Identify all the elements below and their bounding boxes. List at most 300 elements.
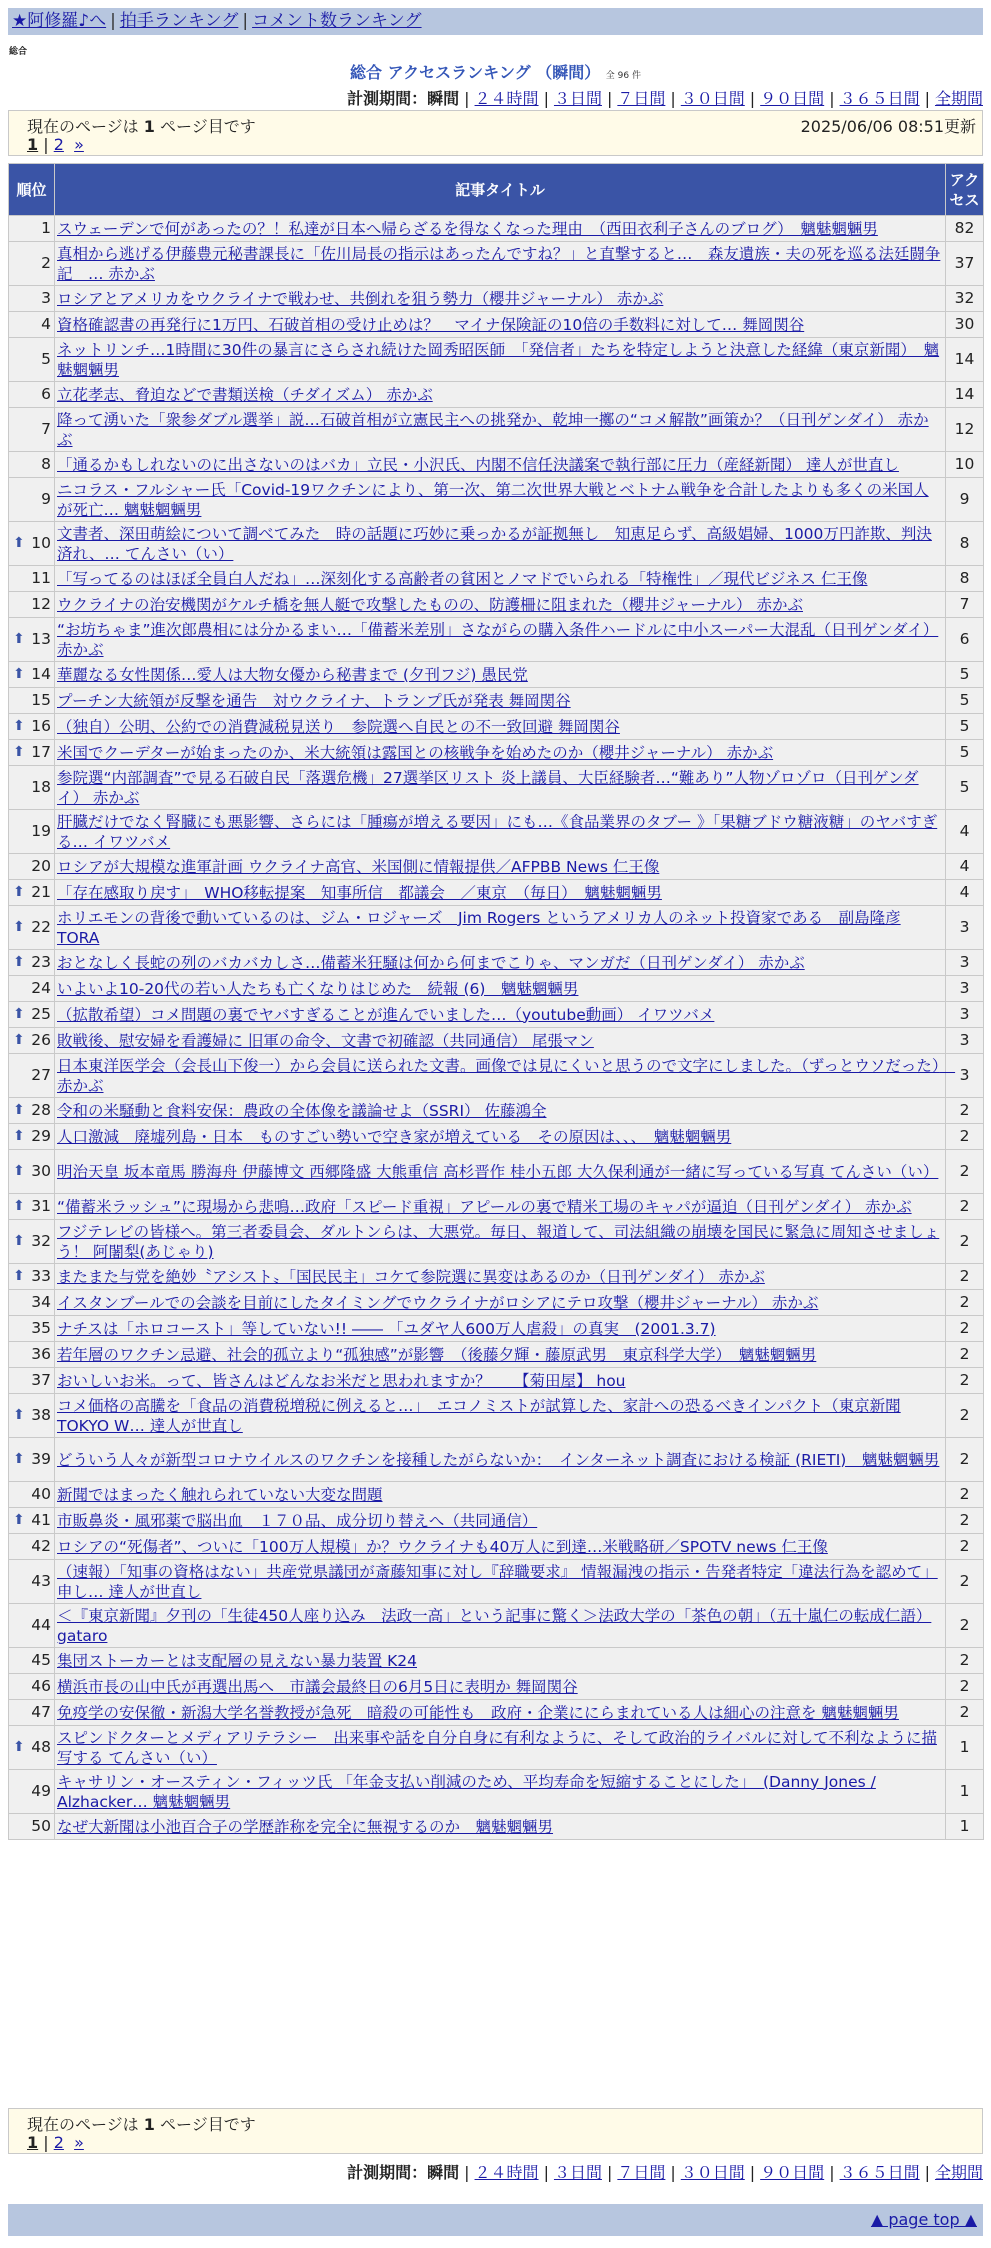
page-title-text: 総合 アクセスランキング （瞬間） bbox=[350, 63, 601, 82]
title-cell bbox=[55, 1482, 946, 1508]
rank-number: 46 bbox=[31, 1677, 51, 1695]
page-info-top bbox=[8, 110, 983, 156]
table-row bbox=[9, 714, 984, 740]
period-separator: | bbox=[924, 2163, 930, 2182]
period-option-1[interactable]: ３日間 bbox=[553, 89, 602, 108]
article-link[interactable]: 参院選“内部調査”で見る石破自民「落選危機」27選挙区リスト 炎上議員、大臣経験者…“難あり”人物ゾロゾロ（日刊ゲンダイ） 赤かぶ bbox=[57, 768, 919, 807]
pager-current-page: 1 bbox=[27, 2133, 39, 2152]
title-header: 記事タイトル bbox=[55, 164, 946, 216]
rank-cell bbox=[9, 1150, 55, 1194]
rank-up-arrow-icon: ⬆ bbox=[13, 1163, 25, 1179]
table-row bbox=[9, 1098, 984, 1124]
section-label: 総合 bbox=[9, 47, 28, 57]
article-link[interactable]: ロシアが大規模な進軍計画 ウクライナ高官、米国側に情報提供／AFPBB News 仁王像 bbox=[57, 857, 660, 876]
access-count: 4 bbox=[946, 854, 984, 880]
title-cell bbox=[55, 566, 946, 592]
article-link[interactable]: イスタンブールでの会談を目前にしたタイミングでウクライナがロシアにテロ攻撃（櫻井ジャーナル） 赤かぶ bbox=[57, 1293, 819, 1312]
article-link[interactable]: 米国でクーデターが始まったのか、米大統領は露国との核戦争を始めたのか（櫻井ジャーナル） 赤かぶ bbox=[57, 743, 774, 762]
table-row bbox=[9, 618, 984, 662]
pager-next-arrow[interactable]: » bbox=[74, 2133, 84, 2152]
pager-page-2[interactable]: 2 bbox=[53, 135, 64, 154]
access-count: 14 bbox=[946, 338, 984, 382]
rank-up-arrow-icon: ⬆ bbox=[13, 1233, 25, 1249]
rank-number: 12 bbox=[31, 595, 51, 613]
rank-up-arrow-icon: ⬆ bbox=[13, 1407, 25, 1423]
period-separator: | bbox=[464, 89, 470, 108]
article-link[interactable]: 立花孝志、脅迫などで書類送検（チダイズム） 赤かぶ bbox=[57, 385, 433, 404]
rank-cell bbox=[9, 662, 55, 688]
table-row bbox=[9, 408, 984, 452]
table-row bbox=[9, 1648, 984, 1674]
rank-cell bbox=[9, 766, 55, 810]
rank-cell bbox=[9, 1028, 55, 1054]
rank-cell bbox=[9, 522, 55, 566]
title-cell bbox=[55, 1438, 946, 1482]
table-row bbox=[9, 522, 984, 566]
title-cell bbox=[55, 976, 946, 1002]
article-link[interactable]: おとなしく長蛇の列のバカバカしさ…備蓄米狂騒は何から何までこりゃ、マンガだ（日刊ゲンダイ） 赤かぶ bbox=[57, 953, 805, 972]
period-option-0[interactable]: ２４時間 bbox=[474, 2163, 539, 2182]
access-header: アクセス bbox=[946, 164, 984, 216]
rank-number: 49 bbox=[31, 1782, 51, 1800]
period-separator: | bbox=[606, 89, 613, 108]
article-link[interactable]: 横浜市長の山中氏が再選出馬へ 市議会最終日の6月5日に表明か 舞岡関谷 bbox=[57, 1677, 578, 1696]
top-nav-bar bbox=[8, 8, 983, 35]
table-row bbox=[9, 1508, 984, 1534]
title-cell bbox=[55, 662, 946, 688]
rank-number: 7 bbox=[41, 420, 51, 438]
article-link[interactable]: 集団ストーカーとは支配層の見えない暴力装置 K24 bbox=[57, 1651, 418, 1670]
rank-cell bbox=[9, 382, 55, 408]
home-link[interactable]: ★阿修羅♪へ bbox=[12, 11, 107, 31]
rank-up-arrow-icon: ⬆ bbox=[13, 884, 25, 900]
table-row bbox=[9, 1342, 984, 1368]
title-cell bbox=[55, 408, 946, 452]
access-count: 2 bbox=[946, 1342, 984, 1368]
article-link[interactable]: 人口激減 廃墟列島・日本 ものすごい勢いで空き家が増えている その原因は、、、 魑魅魍魎男 bbox=[57, 1127, 732, 1146]
period-option-4[interactable]: ９０日間 bbox=[760, 89, 825, 108]
title-cell bbox=[55, 714, 946, 740]
rank-cell bbox=[9, 906, 55, 950]
table-row bbox=[9, 662, 984, 688]
rank-cell bbox=[9, 1814, 55, 1840]
period-separator: | bbox=[829, 89, 835, 108]
article-link[interactable]: スピンドクターとメディアリテラシー 出来事や話を自分自身に有利なように、そして政治的ライバルに対して不利なように描写する てんさい（い） bbox=[57, 1728, 937, 1767]
rank-cell bbox=[9, 1560, 55, 1604]
table-row bbox=[9, 1002, 984, 1028]
rank-cell bbox=[9, 566, 55, 592]
rank-up-arrow-icon: ⬆ bbox=[13, 1512, 25, 1528]
title-cell bbox=[55, 1054, 956, 1098]
rank-number: 37 bbox=[31, 1371, 51, 1389]
article-link[interactable]: “備蓄米ラッシュ”に現場から悲鳴…政府「スピード重視」アピールの裏で精米工場のキャパが逼迫（日刊ゲンダイ） 赤かぶ bbox=[57, 1197, 912, 1216]
rank-cell bbox=[9, 216, 55, 242]
article-link[interactable]: ロシアとアメリカをウクライナで戦わせ、共倒れを狙う勢力（櫻井ジャーナル） 赤かぶ bbox=[57, 289, 664, 308]
rank-cell bbox=[9, 1220, 55, 1264]
title-cell bbox=[55, 810, 946, 854]
period-separator: | bbox=[543, 89, 549, 108]
article-link[interactable]: またまた与党を絶妙〝アシスト〟「国民民主」コケて参院選に異変はあるのか（日刊ゲンダイ） 赤かぶ bbox=[57, 1267, 765, 1286]
rank-cell bbox=[9, 1194, 55, 1220]
period-option-2[interactable]: ７日間 bbox=[617, 2163, 666, 2182]
title-cell bbox=[55, 1726, 946, 1770]
access-count: 8 bbox=[946, 566, 984, 592]
period-separator: | bbox=[749, 2163, 756, 2182]
article-link[interactable]: ネットリンチ…1時間に30件の暴言にさらされ続けた岡秀昭医師 「発信者」たちを特定しようと決意した経緯（東京新聞） 魑魅魍魎男 bbox=[57, 340, 940, 379]
article-link[interactable]: 「通るかもしれないのに出さないのはバカ」立民・小沢氏、内閣不信任決議案で執行部に圧力（産経新聞） 達人が世直し bbox=[57, 455, 899, 474]
rank-number: 48 bbox=[31, 1738, 51, 1756]
nav-separator: | bbox=[242, 11, 249, 31]
rank-cell bbox=[9, 312, 55, 338]
rank-cell bbox=[9, 1604, 55, 1648]
period-separator: | bbox=[749, 89, 756, 108]
access-count: 5 bbox=[946, 740, 984, 766]
table-row bbox=[9, 906, 984, 950]
article-link[interactable]: いよいよ10-20代の若い人たちも亡くなりはじめた 続報 (6) 魑魅魍魎男 bbox=[57, 979, 579, 998]
rank-cell bbox=[9, 854, 55, 880]
access-count: 2 bbox=[946, 1150, 984, 1194]
access-count: 8 bbox=[946, 522, 984, 566]
rank-cell bbox=[9, 478, 55, 522]
access-count: 2 bbox=[946, 1264, 984, 1290]
rank-number: 43 bbox=[31, 1572, 51, 1590]
period-option-3[interactable]: ３０日間 bbox=[680, 2163, 745, 2182]
article-link[interactable]: 免疫学の安保徹・新潟大学名誉教授が急死 暗殺の可能性も 政府・企業ににらまれている人は細心の注意を 魑魅魍魎男 bbox=[57, 1703, 899, 1722]
table-row bbox=[9, 1316, 984, 1342]
period-option-4[interactable]: ９０日間 bbox=[760, 2163, 825, 2182]
access-count: 2 bbox=[946, 1394, 984, 1438]
table-row bbox=[9, 1194, 984, 1220]
access-count: 5 bbox=[946, 714, 984, 740]
title-cell bbox=[55, 1674, 946, 1700]
rank-cell bbox=[9, 1002, 55, 1028]
table-row bbox=[9, 592, 984, 618]
article-link[interactable]: 文書者、深田萌絵について調べてみた 時の話題に巧妙に乗っかるが証拠無し 知恵足らず、高級娼婦、1000万円詐欺、判決済れ、… てんさい（い） bbox=[57, 524, 932, 563]
period-current: 瞬間 bbox=[427, 89, 460, 108]
total-count: 全 96 件 bbox=[605, 71, 641, 81]
title-cell bbox=[55, 740, 946, 766]
table-row bbox=[9, 338, 984, 382]
table-row bbox=[9, 688, 984, 714]
access-count: 2 bbox=[946, 1368, 984, 1394]
access-count: 12 bbox=[946, 408, 984, 452]
rank-number: 41 bbox=[31, 1511, 51, 1529]
rank-number: 19 bbox=[31, 822, 51, 840]
article-link[interactable]: コメ価格の高騰を「食品の消費税増税に例えると…」 エコノミストが試算した、家計への恐るべきインパクト（東京新聞TOKYO W… 達人が世直し bbox=[57, 1396, 901, 1435]
rank-up-arrow-icon: ⬆ bbox=[13, 1102, 25, 1118]
period-separator: | bbox=[670, 2163, 676, 2182]
access-count: 1 bbox=[946, 1726, 984, 1770]
rank-cell bbox=[9, 688, 55, 714]
access-count: 3 bbox=[946, 950, 984, 976]
title-cell bbox=[55, 688, 946, 714]
title-cell bbox=[55, 382, 946, 408]
rank-up-arrow-icon: ⬆ bbox=[13, 1268, 25, 1284]
rank-cell bbox=[9, 1394, 55, 1438]
rank-number: 28 bbox=[31, 1101, 51, 1119]
title-cell bbox=[55, 1290, 946, 1316]
rank-number: 8 bbox=[41, 455, 51, 473]
access-count: 2 bbox=[946, 1674, 984, 1700]
title-cell bbox=[55, 1150, 946, 1194]
rank-cell bbox=[9, 714, 55, 740]
title-cell bbox=[55, 1098, 946, 1124]
table-row bbox=[9, 1368, 984, 1394]
rank-number: 42 bbox=[31, 1537, 51, 1555]
rank-number: 6 bbox=[41, 385, 51, 403]
title-cell bbox=[55, 1700, 946, 1726]
article-link[interactable]: “お坊ちゃま”進次郎農相には分かるまい…「備蓄米差別」さながらの購入条件ハードルに中小スーパー大混乱（日刊ゲンダイ） 赤かぶ bbox=[57, 620, 939, 659]
article-link[interactable]: 日本東洋医学会（会長山下俊一）から会員に送られた文書。画像では見にくいと思うので文字にしました。（ずっとウソだった） 赤かぶ bbox=[57, 1056, 956, 1095]
rank-number: 14 bbox=[31, 665, 51, 683]
rank-up-arrow-icon: ⬆ bbox=[13, 1006, 25, 1022]
access-count: 5 bbox=[946, 662, 984, 688]
period-separator: | bbox=[670, 89, 676, 108]
period-separator: | bbox=[829, 2163, 835, 2182]
rank-cell bbox=[9, 1482, 55, 1508]
current-page-text: 現在のページは 1 ページ目です bbox=[27, 117, 256, 136]
article-link[interactable]: プーチン大統領が反撃を通告 対ウクライナ、トランプ氏が発表 舞岡関谷 bbox=[57, 691, 571, 710]
rank-cell bbox=[9, 1368, 55, 1394]
article-link[interactable]: フジテレビの皆様へ。第三者委員会、ダルトンらは、大悪党。毎日、報道して、司法組織の崩壊を国民に緊急に周知させましょう！ 阿闍梨(あじゃり) bbox=[57, 1222, 940, 1261]
title-cell bbox=[55, 1264, 946, 1290]
period-separator: | bbox=[606, 2163, 613, 2182]
applause-ranking-link[interactable]: 拍手ランキング bbox=[119, 11, 239, 31]
period-option-6[interactable]: 全期間 bbox=[934, 2163, 983, 2182]
period-option-1[interactable]: ３日間 bbox=[553, 2163, 602, 2182]
table-row bbox=[9, 1438, 984, 1482]
article-link[interactable]: 若年層のワクチン忌避、社会的孤立より“孤独感”が影響 （後藤夕輝・藤原武男 東京科学大学） 魑魅魍魎男 bbox=[57, 1345, 817, 1364]
article-link[interactable]: 「存在感取り戻す」 WHO移転提案 知事所信 都議会 ／東京 （毎日） 魑魅魍魎男 bbox=[57, 883, 662, 902]
access-count: 82 bbox=[946, 216, 984, 242]
table-row bbox=[9, 1028, 984, 1054]
access-count: 2 bbox=[946, 1194, 984, 1220]
pager-top: 1 | 2 » bbox=[27, 135, 84, 154]
rank-number: 29 bbox=[31, 1127, 51, 1145]
rank-number: 27 bbox=[31, 1066, 51, 1084]
title-cell bbox=[55, 1394, 946, 1438]
table-row bbox=[9, 1290, 984, 1316]
table-row bbox=[9, 810, 984, 854]
title-cell bbox=[55, 286, 946, 312]
rank-number: 22 bbox=[31, 918, 51, 936]
table-row bbox=[9, 880, 984, 906]
article-link[interactable]: キャサリン・オースティン・フィッツ氏 「年金支払い削減のため、平均寿命を短縮することにした」 (Danny Jones / Alzhacker… 魑魅魍魎男 bbox=[57, 1772, 876, 1811]
pager-next-arrow[interactable]: » bbox=[74, 135, 84, 154]
table-row bbox=[9, 216, 984, 242]
rank-up-arrow-icon: ⬆ bbox=[13, 1032, 25, 1048]
pager-bottom: 1 | 2 » bbox=[27, 2133, 84, 2152]
article-link[interactable]: どういう人々が新型コロナウイルスのワクチンを接種したがらないか： インターネット調査における検証 (RIETI) 魑魅魍魎男 bbox=[57, 1450, 940, 1469]
rank-cell bbox=[9, 242, 55, 286]
period-option-5[interactable]: ３６５日間 bbox=[839, 2163, 920, 2182]
rank-up-arrow-icon: ⬆ bbox=[13, 1739, 25, 1755]
access-count: 1 bbox=[946, 1814, 984, 1840]
rank-number: 31 bbox=[31, 1197, 51, 1215]
article-link[interactable]: 敗戦後、慰安婦を看護婦に 旧軍の命令、文書で初確認（共同通信） 尾張マン bbox=[57, 1031, 594, 1050]
table-row bbox=[9, 1674, 984, 1700]
title-cell bbox=[55, 1560, 946, 1604]
article-link[interactable]: ナチスは「ホロコースト」等していない!! ―― 「ユダヤ人600万人虐殺」の真実 (2001.3.7) bbox=[57, 1319, 716, 1338]
title-cell bbox=[55, 1368, 946, 1394]
bottom-bar bbox=[8, 2204, 983, 2236]
title-cell bbox=[55, 338, 946, 382]
table-row bbox=[9, 1534, 984, 1560]
title-cell bbox=[55, 1534, 946, 1560]
article-link[interactable]: スウェーデンで何があったの？！私達が日本へ帰らざるを得なくなった理由 （西田衣利子さんのブログ） 魑魅魍魎男 bbox=[57, 219, 878, 238]
title-cell bbox=[55, 906, 946, 950]
table-row bbox=[9, 1054, 984, 1098]
article-link[interactable]: ウクライナの治安機関がケルチ橋を無人艇で攻撃したものの、防護柵に阻まれた（櫻井ジャーナル） 赤かぶ bbox=[57, 595, 803, 614]
table-row bbox=[9, 950, 984, 976]
period-option-2[interactable]: ７日間 bbox=[617, 89, 666, 108]
nav-separator: | bbox=[110, 11, 116, 31]
title-cell bbox=[55, 1648, 946, 1674]
article-link[interactable]: 降って湧いた「衆参ダブル選挙」説…石破首相が立憲民主への挑発か、乾坤一擲の“コメ解散”画策か？（日刊ゲンダイ） 赤かぶ bbox=[57, 410, 929, 449]
rank-cell bbox=[9, 810, 55, 854]
table-row bbox=[9, 766, 984, 810]
table-row bbox=[9, 854, 984, 880]
table-row bbox=[9, 286, 984, 312]
rank-cell bbox=[9, 1438, 55, 1482]
ranking-table bbox=[8, 163, 984, 1840]
rank-number: 23 bbox=[31, 953, 51, 971]
access-count: 3 bbox=[946, 1028, 984, 1054]
rank-up-arrow-icon: ⬆ bbox=[13, 919, 25, 935]
rank-cell bbox=[9, 880, 55, 906]
title-cell bbox=[55, 618, 946, 662]
rank-number: 10 bbox=[31, 534, 51, 552]
access-count: 4 bbox=[946, 810, 984, 854]
rank-number: 25 bbox=[31, 1005, 51, 1023]
title-cell bbox=[55, 1508, 946, 1534]
rank-number: 36 bbox=[31, 1345, 51, 1363]
article-link[interactable]: ＜『東京新聞』夕刊の「生徒450人座り込み 法政一高」という記事に驚く＞法政大学の「茶色の朝」（五十嵐仁の転成仁語） gataro bbox=[57, 1606, 932, 1645]
rank-up-arrow-icon: ⬆ bbox=[13, 1128, 25, 1144]
rank-up-arrow-icon: ⬆ bbox=[13, 1451, 25, 1467]
access-count: 2 bbox=[946, 1290, 984, 1316]
rank-number: 50 bbox=[31, 1817, 51, 1835]
table-row bbox=[9, 1770, 984, 1814]
title-cell bbox=[55, 592, 946, 618]
rank-cell bbox=[9, 1264, 55, 1290]
table-row bbox=[9, 1814, 984, 1840]
period-separator: | bbox=[924, 89, 930, 108]
table-row bbox=[9, 1560, 984, 1604]
access-count: 3 bbox=[946, 976, 984, 1002]
article-link[interactable]: ロシアの“死傷者”、ついに「100万人規模」か？ウクライナも40万人に到達…米戦略研／SPOTV news 仁王像 bbox=[57, 1537, 828, 1556]
article-link[interactable]: 真相から逃げる伊藤豊元秘書課長に「佐川局長の指示はあったんですね？」と直撃すると… 森友遺族・夫の死を巡る法廷闘争記 … 赤かぶ bbox=[57, 244, 941, 283]
table-row bbox=[9, 1700, 984, 1726]
table-row bbox=[9, 242, 984, 286]
article-link[interactable]: 市販鼻炎・風邪薬で脳出血 １７０品、成分切り替えへ（共同通信） bbox=[57, 1511, 538, 1530]
access-count: 30 bbox=[946, 312, 984, 338]
title-cell bbox=[55, 854, 946, 880]
rank-number: 3 bbox=[41, 289, 51, 307]
rank-cell bbox=[9, 592, 55, 618]
article-link[interactable]: 明治天皇 坂本竜馬 勝海舟 伊藤博文 西郷隆盛 大熊重信 高杉晋作 桂小五郎 大久保利通が一緒に写っている写真 てんさい（い） bbox=[57, 1162, 939, 1181]
article-link[interactable]: 資格確認書の再発行に1万円、石破首相の受け止めは？ マイナ保険証の10倍の手数料に対して… 舞岡関谷 bbox=[57, 315, 805, 334]
table-row bbox=[9, 478, 984, 522]
article-link[interactable]: （拡散希望）コメ問題の裏でヤバすぎることが進んでいました…（youtube動画） イワツバメ bbox=[57, 1005, 715, 1024]
article-link[interactable]: 「写ってるのはほぼ全員白人だね」…深刻化する高齢者の貧困とノマドでいられる「特権性」／現代ビジネス 仁王像 bbox=[57, 569, 868, 588]
period-separator: | bbox=[464, 2163, 470, 2182]
table-row bbox=[9, 1150, 984, 1194]
period-option-6[interactable]: 全期間 bbox=[934, 89, 983, 108]
table-row bbox=[9, 740, 984, 766]
title-cell bbox=[55, 1002, 946, 1028]
access-count: 2 bbox=[946, 1316, 984, 1342]
article-link[interactable]: 令和の米騒動と食料安保：農政の全体像を議論せよ（SSRI） 佐藤鴻全 bbox=[57, 1101, 547, 1120]
rank-number: 34 bbox=[31, 1293, 51, 1311]
article-link[interactable]: 華麗なる女性関係…愛人は大物女優から秘書まで (夕刊フジ) 愚民党 bbox=[57, 665, 528, 684]
period-label: 計測期間： bbox=[347, 89, 428, 108]
rank-number: 9 bbox=[41, 490, 51, 508]
rank-cell bbox=[9, 1534, 55, 1560]
rank-number: 5 bbox=[41, 350, 51, 368]
access-count: 3 bbox=[946, 906, 984, 950]
access-count: 2 bbox=[946, 1604, 984, 1648]
rank-number: 47 bbox=[31, 1703, 51, 1721]
period-current: 瞬間 bbox=[427, 2163, 460, 2182]
rank-number: 18 bbox=[31, 778, 51, 796]
access-count: 10 bbox=[946, 452, 984, 478]
article-link[interactable]: ホリエモンの背後で動いているのは、ジム・ロジャーズ Jim Rogers というアメリカ人のネット投資家である 副島隆彦 TORA bbox=[57, 908, 901, 947]
period-option-0[interactable]: ２４時間 bbox=[474, 89, 539, 108]
rank-cell bbox=[9, 1700, 55, 1726]
rank-cell bbox=[9, 1508, 55, 1534]
access-count: 32 bbox=[946, 286, 984, 312]
rank-up-arrow-icon: ⬆ bbox=[13, 744, 25, 760]
access-count: 7 bbox=[946, 592, 984, 618]
comment-ranking-link[interactable]: コメント数ランキング bbox=[252, 11, 422, 31]
access-count: 2 bbox=[946, 1438, 984, 1482]
access-count: 9 bbox=[946, 478, 984, 522]
rank-number: 1 bbox=[41, 219, 51, 237]
table-row bbox=[9, 1124, 984, 1150]
period-option-3[interactable]: ３０日間 bbox=[680, 89, 745, 108]
title-cell bbox=[55, 1604, 946, 1648]
article-link[interactable]: （独自）公明、公約での消費減税見送り 参院選へ自民との不一致回避 舞岡関谷 bbox=[57, 717, 620, 736]
table-row bbox=[9, 312, 984, 338]
article-link[interactable]: 肝臓だけでなく腎臓にも悪影響、さらには「腫瘍が増える要因」にも…《食品業界のタブー 》「果糖ブドウ糖液糖」のヤバすぎる… イワツバメ bbox=[57, 812, 938, 851]
title-cell bbox=[55, 1194, 946, 1220]
article-link[interactable]: おいしいお米。って、皆さんはどんなお米だと思われますか？ 【菊田屋】 hou bbox=[57, 1371, 626, 1390]
access-count: 2 bbox=[946, 1508, 984, 1534]
rank-number: 17 bbox=[31, 743, 51, 761]
access-count: 2 bbox=[946, 1098, 984, 1124]
pager-page-2[interactable]: 2 bbox=[53, 2133, 64, 2152]
rank-number: 30 bbox=[31, 1162, 51, 1180]
rank-number: 24 bbox=[31, 979, 51, 997]
rank-up-arrow-icon: ⬆ bbox=[13, 535, 25, 551]
rank-number: 40 bbox=[31, 1485, 51, 1503]
period-option-5[interactable]: ３６５日間 bbox=[839, 89, 920, 108]
rank-cell bbox=[9, 1674, 55, 1700]
article-link[interactable]: なぜ大新聞は小池百合子の学歴詐称を完全に無視するのか 魑魅魍魎男 bbox=[57, 1817, 554, 1836]
rank-number: 16 bbox=[31, 717, 51, 735]
rank-number: 11 bbox=[31, 569, 51, 587]
access-count: 6 bbox=[946, 618, 984, 662]
access-count: 3 bbox=[946, 1054, 984, 1098]
access-count: 5 bbox=[946, 766, 984, 810]
article-link[interactable]: ニコラス・フルシャー氏「Covid-19ワクチンにより、第一次、第二次世界大戦とベトナム戦争を合計したよりも多くの米国人が死亡… 魑魅魍魎男 bbox=[57, 480, 929, 519]
table-row bbox=[9, 452, 984, 478]
article-link[interactable]: 新聞ではまったく触れられていない大変な問題 bbox=[57, 1485, 383, 1504]
page-top-link[interactable]: ▲ page top ▲ bbox=[870, 2210, 977, 2229]
rank-up-arrow-icon: ⬆ bbox=[13, 718, 25, 734]
article-link[interactable]: （速報）「知事の資格はない」共産党県議団が斎藤知事に対し『辞職要求』 情報漏洩の指示・告発者特定「違法行為を認めて」申し… 達人が世直し bbox=[57, 1562, 938, 1601]
